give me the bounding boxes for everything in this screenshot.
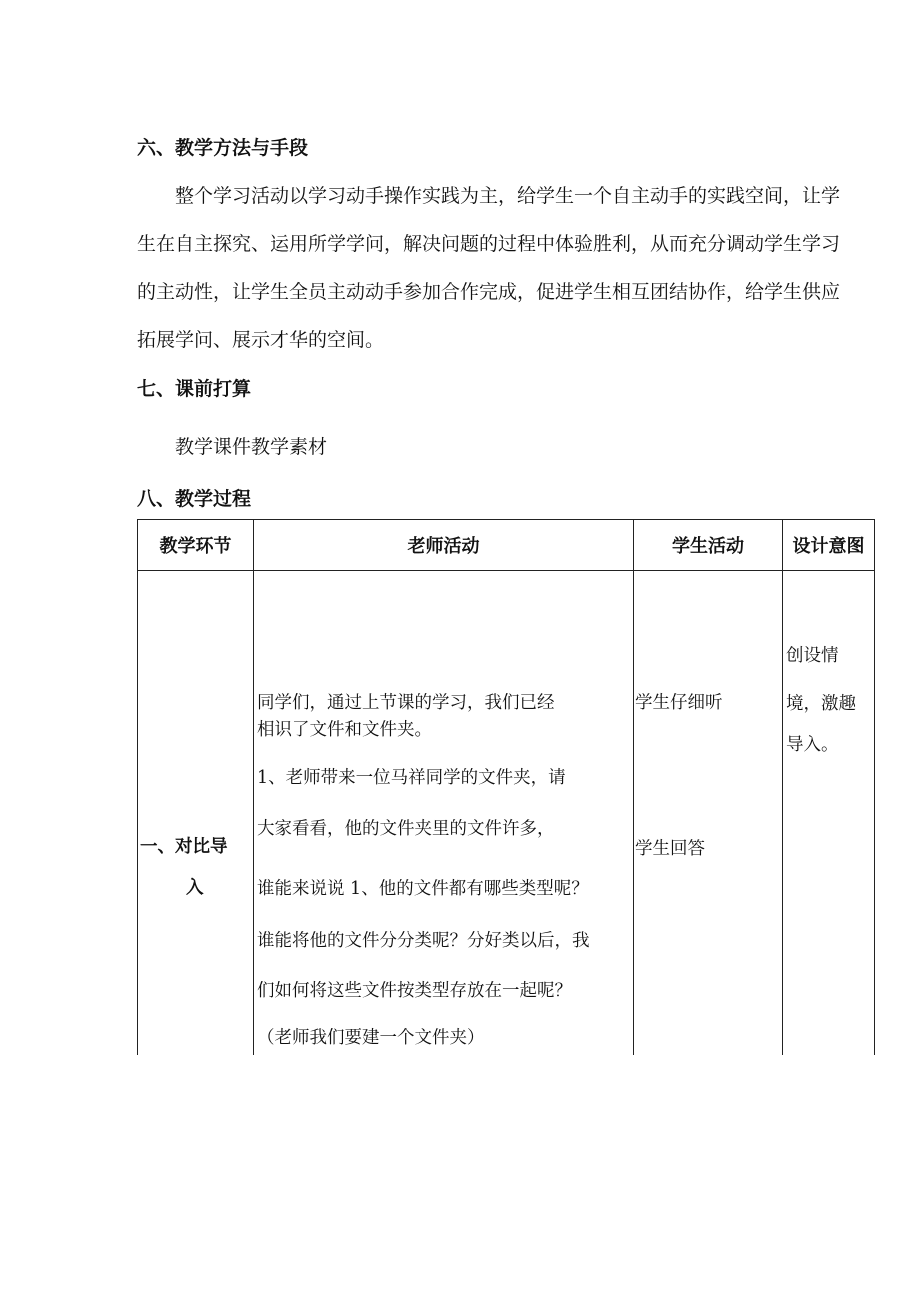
teacher-line: （老师我们要建一个文件夹） [257, 1028, 485, 1048]
stage-line: 一、对比导 [140, 837, 228, 857]
student-line: 学生仔细听 [635, 693, 723, 713]
paragraph-line: 整个学习活动以学习动手操作实践为主，给学生一个自主动手的实践空间，让学 [175, 185, 841, 207]
heading-teaching-process: 八、教学过程 [137, 488, 252, 510]
header-teacher-activity: 老师活动 [254, 520, 634, 571]
teacher-line: 大家看看，他的文件夹里的文件许多， [257, 819, 555, 839]
table-header-row [138, 520, 875, 571]
student-line: 学生回答 [635, 839, 705, 859]
cell-student-activity [634, 571, 783, 1056]
cell-design-intent [783, 571, 875, 1056]
intent-line: 境，激趣 [786, 694, 856, 714]
teacher-line: 谁能来说说 1、他的文件都有哪些类型呢？ [257, 879, 589, 899]
teacher-line: 相识了文件和文件夹。 [257, 720, 432, 740]
cell-teacher-activity [254, 571, 634, 1056]
paragraph-line: 的主动性，让学生全员主动动手参加合作完成，促进学生相互团结协作，给学生供应 [137, 281, 841, 303]
teacher-line: 1、老师带来一位马祥同学的文件夹，请 [257, 768, 566, 788]
preparation-text: 教学课件教学素材 [175, 436, 328, 458]
intent-line: 创设情 [786, 646, 839, 666]
heading-class-preparation: 七、课前打算 [137, 378, 252, 400]
header-stage: 教学环节 [138, 520, 254, 571]
table-row [138, 571, 875, 1056]
intent-line: 导入。 [786, 735, 839, 755]
teaching-process-table [137, 519, 875, 1055]
paragraph-line: 生在自主探究、运用所学学问，解决问题的过程中体验胜利，从而充分调动学生学习 [137, 233, 841, 255]
cell-stage [138, 571, 254, 1056]
teacher-line: 谁能将他的文件分分类呢？分好类以后，我 [257, 931, 590, 951]
heading-teaching-methods: 六、教学方法与手段 [137, 137, 309, 159]
header-student-activity: 学生活动 [634, 520, 783, 571]
header-design-intent: 设计意图 [783, 520, 875, 571]
paragraph-line: 拓展学问、展示才华的空间。 [137, 329, 385, 351]
teacher-line: 同学们，通过上节课的学习，我们已经 [257, 693, 555, 713]
stage-line: 入 [186, 878, 204, 898]
teacher-line: 们如何将这些文件按类型存放在一起呢？ [257, 981, 572, 1001]
